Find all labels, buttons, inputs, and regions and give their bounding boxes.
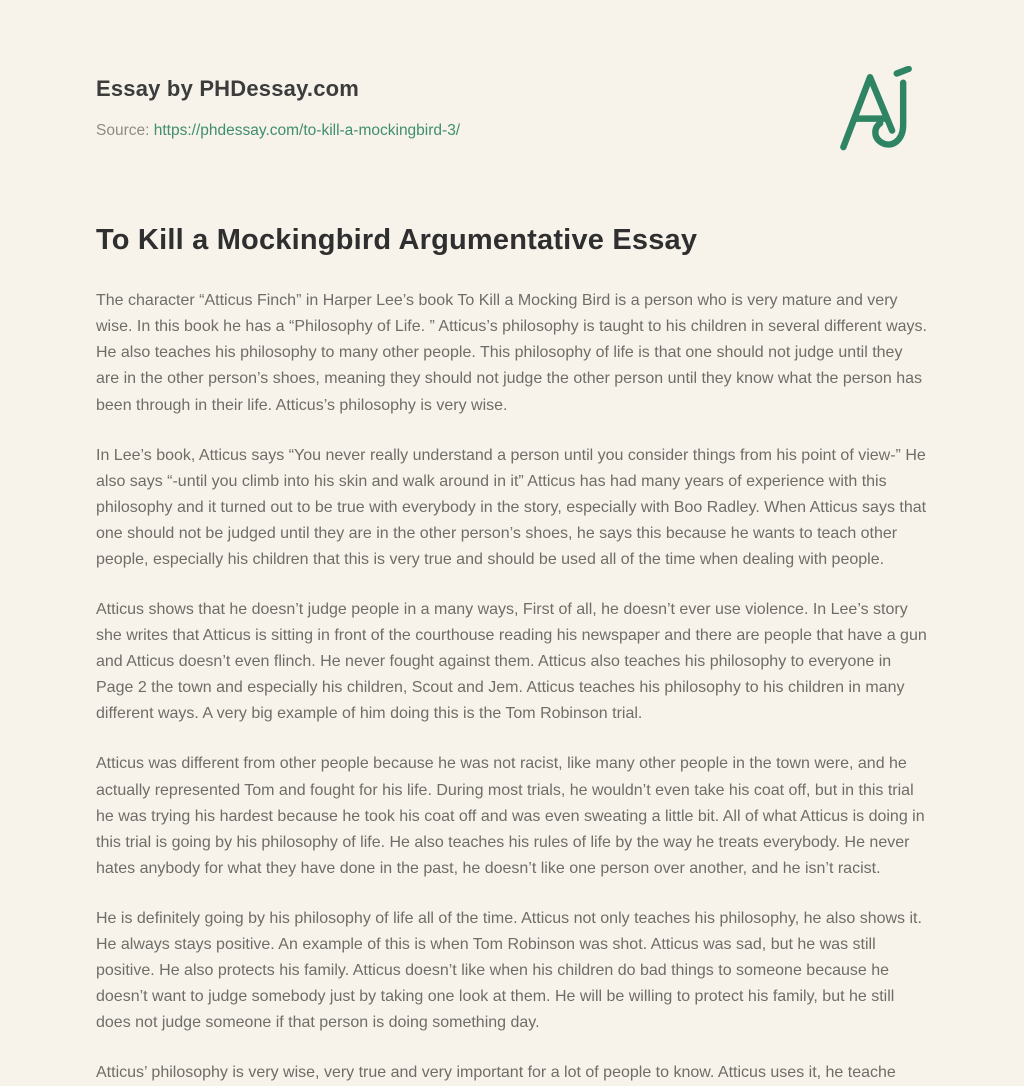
essay-body bbox=[96, 288, 928, 1086]
source-line bbox=[96, 122, 928, 140]
source-url-link[interactable]: https://phdessay.com/to-kill-a-mockingbird-3/ bbox=[153, 122, 461, 139]
essay-byline: Essay by PHDessay.com bbox=[96, 76, 360, 101]
page-title: To Kill a Mockingbird Argumentative Essay bbox=[96, 224, 698, 256]
source-label: Source: bbox=[96, 122, 150, 139]
phdessay-logo-icon bbox=[836, 66, 928, 162]
essay-paragraph: Atticus’ philosophy is very wise, very true and very important for a lot of people to know. Atticus uses it, he teache bbox=[96, 1064, 896, 1082]
essay-paragraph: He is definitely going by his philosophy of life all of the time. Atticus not only teaches his philosophy, he also shows it. He always stays positive. An example of this is when Tom Robinson was shot. Atticus was sad, but he was still positive. He also protects his family. Atticus doesn’t like when his children do bad things to someone because he doesn’t want to judge somebody just by taking one look at them. He will be willing to protect his family, but he still does not judge someone if that person is doing something day. bbox=[96, 909, 922, 1032]
essay-paragraph: The character “Atticus Finch” in Harper Lee’s book To Kill a Mocking Bird is a person who is very mature and very wise. In this book he has a “Philosophy of Life. ” Atticus’s philosophy is taught to his children in several different ways. He also teaches his philosophy to many other people. This philosophy of life is that one should not judge until they are in the other person’s shoes, meaning they should not judge the other person until they know what the person has been through in their life. Atticus’s philosophy is very wise. bbox=[96, 292, 927, 414]
essay-page bbox=[96, 0, 928, 1086]
essay-paragraph: Atticus was different from other people because he was not racist, like many other people in the town were, and he actually represented Tom and fought for his life. During most trials, he wouldn’t even take his coat off, but in this trial he was trying his hardest because he took his coat off and was even sweating a little bit. All of what Atticus is doing in this trial is going by his philosophy of life. He also teaches his rules of life by the way he treats everybody. He never hates anybody for what they have done in the past, he doesn’t like one person over another, and he isn’t racist. bbox=[96, 755, 925, 877]
essay-paragraph: In Lee’s book, Atticus says “You never really understand a person until you consider things from his point of view-” He also says “-until you climb into his skin and walk around in it” Atticus has had many years of experience with this philosophy and it turned out to be true with everybody in the story, especially with Boo Radley. When Atticus says that one should not be judged until they are in the other person’s shoes, he says this because he wants to teach other people, especially his children that this is very true and should be used all of the time when dealing with people. bbox=[96, 446, 927, 568]
essay-paragraph: Atticus shows that he doesn’t judge people in a many ways, First of all, he doesn’t ever use violence. In Lee’s story she writes that Atticus is sitting in front of the courthouse reading his newspaper and there are people that have a gun and Atticus doesn’t even flinch. He never fought against them. Atticus also teaches his philosophy to everyone in Page 2 the town and especially his children, Scout and Jem. Atticus teaches his philosophy to his children in many different ways. A very big example of him doing this is the Tom Robinson trial. bbox=[96, 601, 927, 723]
